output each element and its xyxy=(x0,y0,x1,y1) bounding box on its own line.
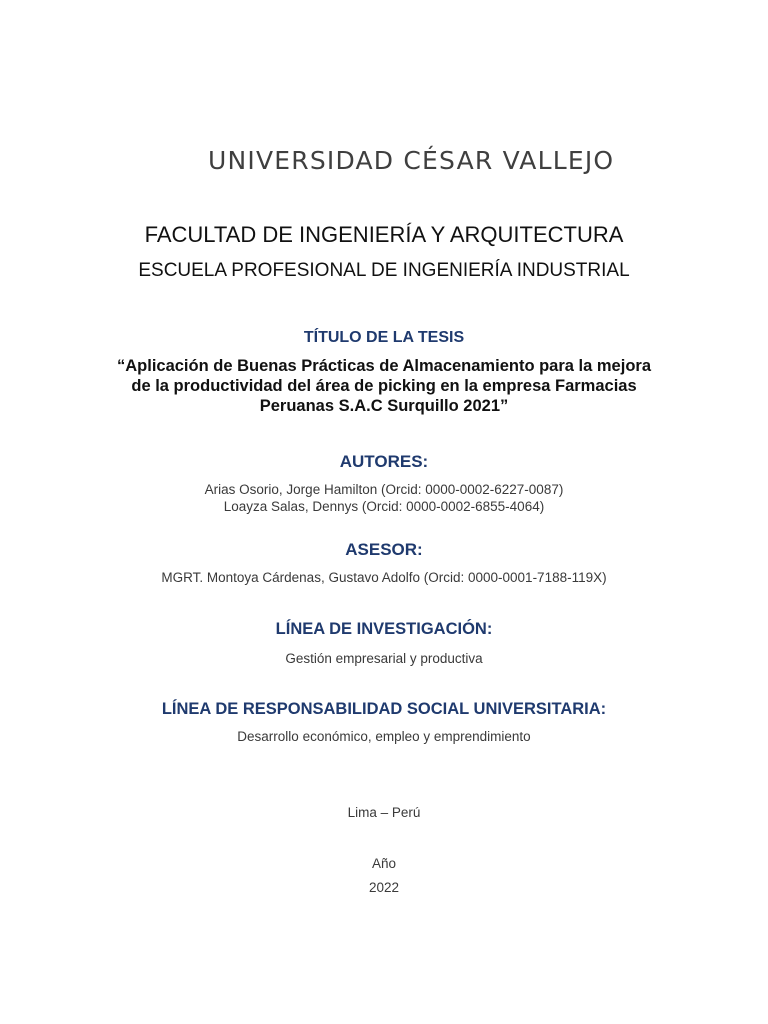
social-line-value: Desarrollo económico, empleo y emprendimiento xyxy=(237,729,531,744)
author-item: Arias Osorio, Jorge Hamilton (Orcid: 0000-0002-6227-0087) xyxy=(204,482,564,497)
advisor-value: MGRT. Montoya Cárdenas, Gustavo Adolfo (Orcid: 0000-0001-7188-119X) xyxy=(161,570,607,585)
year-value: 2022 xyxy=(368,880,400,895)
year-label: Año xyxy=(371,856,397,871)
advisor-label: ASESOR: xyxy=(345,540,423,559)
place-text: Lima – Perú xyxy=(347,805,421,820)
thesis-title-line: de la productividad del área de picking en la empresa Farmacias xyxy=(131,377,637,395)
faculty-title: FACULTAD DE INGENIERÍA Y ARQUITECTURA xyxy=(144,222,624,247)
research-line-label: LÍNEA DE INVESTIGACIÓN: xyxy=(275,620,493,638)
social-line-label: LÍNEA DE RESPONSABILIDAD SOCIAL UNIVERSITARIA: xyxy=(161,700,607,718)
thesis-label: TÍTULO DE LA TESIS xyxy=(303,329,465,346)
authors-label: AUTORES: xyxy=(339,452,429,471)
thesis-title-line: “Aplicación de Buenas Prácticas de Almacenamiento para la mejora xyxy=(116,357,651,375)
school-title: ESCUELA PROFESIONAL DE INGENIERÍA INDUSTRIAL xyxy=(138,260,630,281)
thesis-title xyxy=(100,356,668,416)
university-name: UNIVERSIDAD CÉSAR VALLEJO xyxy=(208,145,615,175)
research-line-value: Gestión empresarial y productiva xyxy=(285,651,483,666)
author-item: Loayza Salas, Dennys (Orcid: 0000-0002-6855-4064) xyxy=(223,499,545,514)
university-logo xyxy=(200,128,615,192)
thesis-title-line: Peruanas S.A.C Surquillo 2021” xyxy=(259,397,509,415)
